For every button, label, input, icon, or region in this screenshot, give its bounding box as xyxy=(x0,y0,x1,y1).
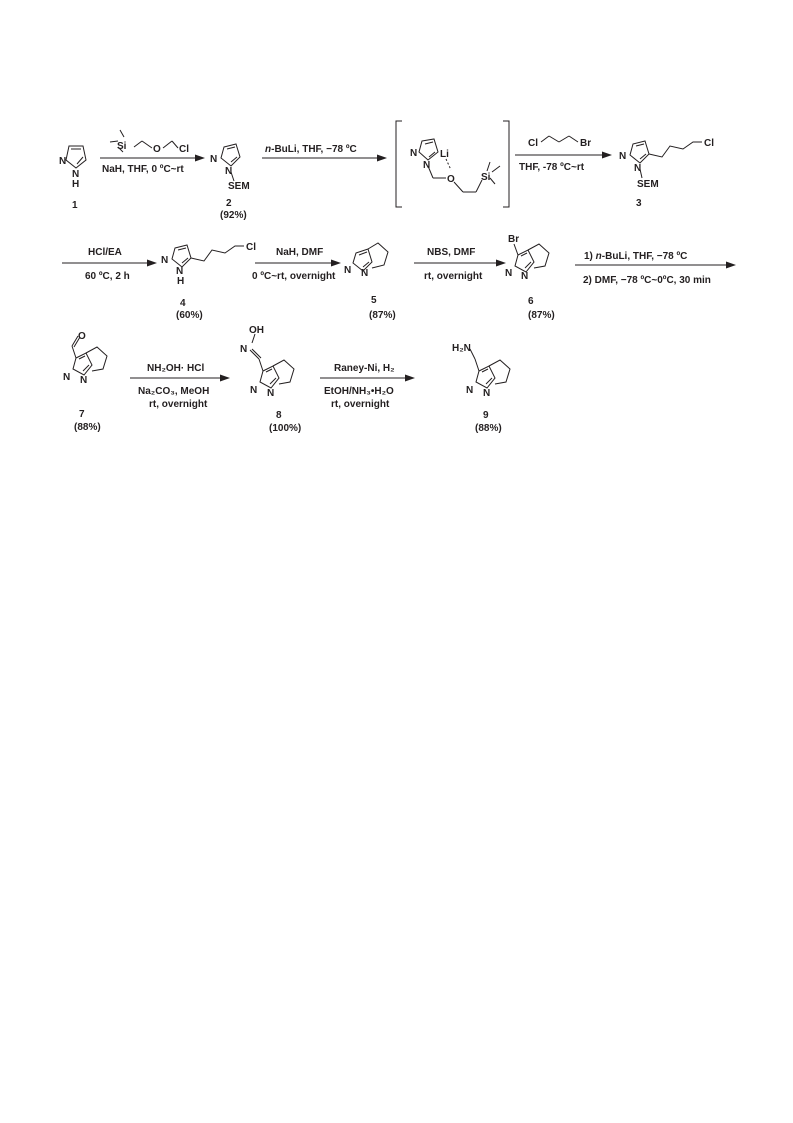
step-3-reagent-structure xyxy=(528,136,591,149)
atom-n: N xyxy=(225,166,233,177)
sem-group: SEM xyxy=(228,181,250,192)
compound-2-number: 2 xyxy=(226,198,232,209)
step-4-arrow xyxy=(62,260,157,267)
atom-n: N xyxy=(634,163,642,174)
atom-br: Br xyxy=(508,234,520,245)
atom-cl: Cl xyxy=(246,242,256,253)
atom-n: N xyxy=(423,160,431,171)
atom-si: Si xyxy=(481,172,491,183)
step-5-conditions: 0 ºC~rt, overnight xyxy=(252,271,336,282)
compound-5-structure xyxy=(344,243,388,279)
step-2-italic-prefix: n xyxy=(265,144,272,155)
atom-n: N xyxy=(521,271,529,282)
compound-7-number: 7 xyxy=(79,409,85,420)
step-6-conditions: rt, overnight xyxy=(424,271,483,282)
step-7-line-1 xyxy=(584,251,687,262)
atom-n: N xyxy=(466,385,474,396)
atom-n: N xyxy=(59,156,67,167)
atom-si: Si xyxy=(117,141,127,152)
atom-n: N xyxy=(72,169,80,180)
compound-5-yield: (87%) xyxy=(369,310,396,321)
atom-h: H xyxy=(72,179,80,190)
atom-n: N xyxy=(410,148,418,159)
atom-n: N xyxy=(210,154,218,165)
lithiated-intermediate xyxy=(396,121,509,207)
step-3-conditions: THF, -78 ºC~rt xyxy=(519,162,585,173)
atom-n: N xyxy=(361,268,369,279)
atom-n: N xyxy=(267,388,275,399)
step-5-arrow xyxy=(255,260,341,267)
step-7-line-1-italic: n xyxy=(595,251,602,262)
step-5-reagent: NaH, DMF xyxy=(276,247,324,258)
atom-o: O xyxy=(447,174,455,185)
step-8-conditions-1: Na₂CO₃, MeOH xyxy=(138,386,210,397)
compound-7-yield: (88%) xyxy=(74,422,101,433)
sem-group: SEM xyxy=(637,179,659,190)
atom-n: N xyxy=(250,385,258,396)
compound-6-structure xyxy=(505,234,549,282)
atom-h: H xyxy=(177,276,185,287)
step-1-conditions: NaH, THF, 0 ºC~rt xyxy=(102,164,184,175)
compound-2-structure xyxy=(210,144,250,192)
atom-o: O xyxy=(153,144,161,155)
compound-8-number: 8 xyxy=(276,410,282,421)
compound-1-structure xyxy=(59,146,86,190)
atom-n: N xyxy=(176,266,184,277)
compound-3-number: 3 xyxy=(636,198,642,209)
compound-9-structure xyxy=(452,343,510,399)
step-7-line-1-prefix: 1) xyxy=(584,251,596,262)
step-9-arrow xyxy=(320,375,415,382)
step-2-conditions xyxy=(265,144,357,155)
step-7-arrow xyxy=(575,262,736,269)
step-8-arrow xyxy=(130,375,230,382)
atom-oh: OH xyxy=(249,325,264,336)
step-9-conditions-1: EtOH/NH₃•H₂O xyxy=(324,386,394,397)
compound-5-number: 5 xyxy=(371,295,377,306)
atom-li: Li xyxy=(440,149,449,160)
atom-n: N xyxy=(619,151,627,162)
atom-cl: Cl xyxy=(528,138,538,149)
step-8-conditions-2: rt, overnight xyxy=(149,399,208,410)
step-4-reagent: HCl/EA xyxy=(88,247,122,258)
compound-4-yield: (60%) xyxy=(176,310,203,321)
atom-br: Br xyxy=(580,138,592,149)
step-4-conditions: 60 ºC, 2 h xyxy=(85,271,130,282)
atom-n: N xyxy=(63,372,71,383)
compound-2-yield: (92%) xyxy=(220,210,247,221)
step-9-reagent: Raney-Ni, H₂ xyxy=(334,363,395,374)
step-7-line-2: 2) DMF, −78 ºC~0ºC, 30 min xyxy=(583,275,711,286)
atom-o: O xyxy=(78,331,86,342)
compound-8-yield: (100%) xyxy=(269,423,302,434)
compound-1-number: 1 xyxy=(72,200,78,211)
step-3-arrow xyxy=(515,152,612,159)
step-2-arrow xyxy=(262,155,387,162)
atom-cl: Cl xyxy=(704,138,714,149)
step-9-conditions-2: rt, overnight xyxy=(331,399,390,410)
atom-n: N xyxy=(240,344,248,355)
atom-n: N xyxy=(80,375,88,386)
compound-4-number: 4 xyxy=(180,298,186,309)
atom-h2n: H₂N xyxy=(452,343,471,354)
compound-9-yield: (88%) xyxy=(475,423,502,434)
compound-7-structure xyxy=(63,331,107,386)
compound-6-number: 6 xyxy=(528,296,534,307)
compound-4-structure xyxy=(161,242,256,287)
compound-6-yield: (87%) xyxy=(528,310,555,321)
step-2-conditions-rest: -BuLi, THF, −78 ºC xyxy=(271,144,357,155)
step-6-arrow xyxy=(414,260,506,267)
atom-n: N xyxy=(344,265,352,276)
step-1-reagent-structure xyxy=(110,130,189,155)
atom-cl: Cl xyxy=(179,144,189,155)
atom-n: N xyxy=(505,268,513,279)
compound-3-structure xyxy=(619,138,714,190)
step-8-reagent: NH₂OH· HCl xyxy=(147,363,205,374)
step-7-line-1-rest: -BuLi, THF, −78 ºC xyxy=(601,251,688,262)
compound-9-number: 9 xyxy=(483,410,489,421)
step-1-arrow xyxy=(100,155,205,162)
atom-n: N xyxy=(483,388,491,399)
compound-8-structure xyxy=(240,325,294,399)
atom-n: N xyxy=(161,255,169,266)
step-6-reagent: NBS, DMF xyxy=(427,247,476,258)
